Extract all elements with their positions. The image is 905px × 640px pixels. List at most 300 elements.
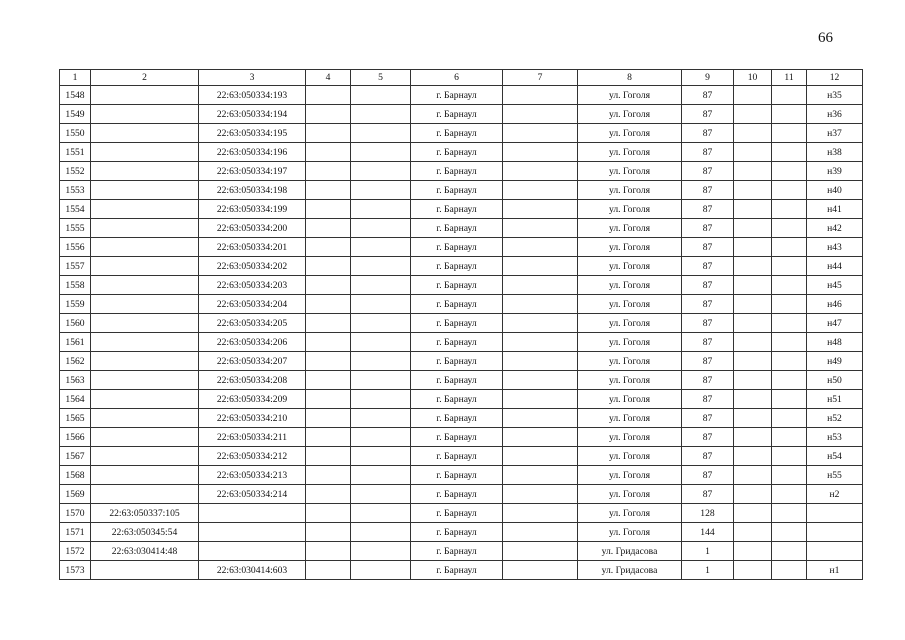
table-cell-col-7	[503, 561, 578, 580]
table-row	[60, 466, 863, 485]
table-cell-col-10	[734, 352, 772, 371]
table-cell-col-3: 22:63:050334:211	[199, 428, 306, 447]
table-cell-col-8: ул. Гоголя	[578, 523, 682, 542]
table-cell-col-12: н36	[807, 105, 863, 124]
table-cell-col-7	[503, 523, 578, 542]
table-cell-col-9: 87	[682, 390, 734, 409]
table-cell-col-12: н2	[807, 485, 863, 504]
table-cell-col-8: ул. Гоголя	[578, 181, 682, 200]
table-cell-col-9: 87	[682, 105, 734, 124]
table-cell-col-5	[351, 276, 411, 295]
table-cell-col-3: 22:63:050334:212	[199, 447, 306, 466]
table-cell-col-4	[306, 200, 351, 219]
column-header-12: 12	[807, 70, 863, 86]
table-cell-col-10	[734, 219, 772, 238]
table-cell-col-6: г. Барнаул	[411, 485, 503, 504]
column-header-11: 11	[772, 70, 807, 86]
table-cell-col-8: ул. Гоголя	[578, 466, 682, 485]
table-cell-col-10	[734, 447, 772, 466]
table-cell-col-5	[351, 238, 411, 257]
table-cell-col-6: г. Барнаул	[411, 162, 503, 181]
table-cell-col-6: г. Барнаул	[411, 238, 503, 257]
table-cell-col-5	[351, 409, 411, 428]
table-cell-col-8: ул. Гоголя	[578, 143, 682, 162]
table-cell-col-6: г. Барнаул	[411, 124, 503, 143]
table-cell-col-4	[306, 390, 351, 409]
table-cell-col-10	[734, 314, 772, 333]
table-row	[60, 124, 863, 143]
table-cell-col-10	[734, 428, 772, 447]
table-cell-col-5	[351, 143, 411, 162]
table-cell-col-9: 87	[682, 257, 734, 276]
table-cell-col-4	[306, 428, 351, 447]
table-cell-col-6: г. Барнаул	[411, 181, 503, 200]
table-cell-col-1: 1570	[60, 504, 91, 523]
table-cell-col-12: н37	[807, 124, 863, 143]
table-cell-col-11	[772, 390, 807, 409]
table-cell-col-8: ул. Гоголя	[578, 238, 682, 257]
table-cell-col-7	[503, 314, 578, 333]
table-cell-col-10	[734, 333, 772, 352]
table-cell-col-3: 22:63:050334:198	[199, 181, 306, 200]
table-cell-col-10	[734, 181, 772, 200]
table-cell-col-11	[772, 181, 807, 200]
table-cell-col-9: 87	[682, 352, 734, 371]
table-cell-col-2: 22:63:030414:48	[91, 542, 199, 561]
table-cell-col-12: н43	[807, 238, 863, 257]
table-cell-col-4	[306, 371, 351, 390]
table-cell-col-3: 22:63:050334:201	[199, 238, 306, 257]
table-cell-col-7	[503, 219, 578, 238]
table-cell-col-4	[306, 238, 351, 257]
table-cell-col-12: н42	[807, 219, 863, 238]
table-cell-col-1: 1560	[60, 314, 91, 333]
table-cell-col-5	[351, 504, 411, 523]
table-cell-col-2	[91, 238, 199, 257]
table-cell-col-3: 22:63:030414:603	[199, 561, 306, 580]
table-cell-col-10	[734, 409, 772, 428]
table-cell-col-2	[91, 295, 199, 314]
column-header-3: 3	[199, 70, 306, 86]
table-cell-col-9: 87	[682, 181, 734, 200]
table-cell-col-1: 1553	[60, 181, 91, 200]
table-row	[60, 295, 863, 314]
table-cell-col-7	[503, 409, 578, 428]
table-cell-col-7	[503, 86, 578, 105]
table-cell-col-7	[503, 295, 578, 314]
table-cell-col-7	[503, 466, 578, 485]
table-cell-col-3: 22:63:050334:206	[199, 333, 306, 352]
table-cell-col-8: ул. Гридасова	[578, 561, 682, 580]
table-cell-col-7	[503, 504, 578, 523]
table-cell-col-8: ул. Гридасова	[578, 542, 682, 561]
table-cell-col-11	[772, 86, 807, 105]
table-cell-col-11	[772, 105, 807, 124]
table-cell-col-2	[91, 371, 199, 390]
table-cell-col-5	[351, 390, 411, 409]
table-cell-col-10	[734, 200, 772, 219]
table-cell-col-4	[306, 409, 351, 428]
table-cell-col-6: г. Барнаул	[411, 371, 503, 390]
table-cell-col-1: 1563	[60, 371, 91, 390]
table-cell-col-2	[91, 409, 199, 428]
table-cell-col-9: 87	[682, 276, 734, 295]
table-cell-col-3: 22:63:050334:197	[199, 162, 306, 181]
table-cell-col-10	[734, 257, 772, 276]
table-cell-col-3: 22:63:050334:207	[199, 352, 306, 371]
table-row	[60, 162, 863, 181]
table-row	[60, 561, 863, 580]
table-cell-col-12: н48	[807, 333, 863, 352]
registry-table	[59, 69, 863, 580]
table-cell-col-8: ул. Гоголя	[578, 371, 682, 390]
table-cell-col-2	[91, 314, 199, 333]
table-cell-col-10	[734, 162, 772, 181]
table-cell-col-11	[772, 371, 807, 390]
table-cell-col-9: 1	[682, 542, 734, 561]
table-cell-col-2	[91, 428, 199, 447]
table-cell-col-11	[772, 124, 807, 143]
table-row	[60, 238, 863, 257]
table-row	[60, 86, 863, 105]
table-cell-col-6: г. Барнаул	[411, 561, 503, 580]
table-cell-col-8: ул. Гоголя	[578, 409, 682, 428]
table-cell-col-1: 1566	[60, 428, 91, 447]
table-cell-col-11	[772, 542, 807, 561]
table-cell-col-11	[772, 276, 807, 295]
table-cell-col-4	[306, 466, 351, 485]
table-cell-col-4	[306, 504, 351, 523]
table-cell-col-4	[306, 352, 351, 371]
table-cell-col-12: н35	[807, 86, 863, 105]
table-cell-col-9: 1	[682, 561, 734, 580]
table-cell-col-7	[503, 143, 578, 162]
table-row	[60, 409, 863, 428]
table-cell-col-9: 87	[682, 162, 734, 181]
table-cell-col-12: н51	[807, 390, 863, 409]
table-cell-col-6: г. Барнаул	[411, 523, 503, 542]
table-cell-col-11	[772, 314, 807, 333]
table-cell-col-6: г. Барнаул	[411, 428, 503, 447]
table-cell-col-11	[772, 200, 807, 219]
table-cell-col-4	[306, 276, 351, 295]
table-cell-col-2	[91, 561, 199, 580]
table-cell-col-1: 1558	[60, 276, 91, 295]
table-cell-col-12: н40	[807, 181, 863, 200]
table-cell-col-8: ул. Гоголя	[578, 428, 682, 447]
table-row	[60, 428, 863, 447]
table-cell-col-12	[807, 523, 863, 542]
table-cell-col-3: 22:63:050334:196	[199, 143, 306, 162]
table-cell-col-12: н39	[807, 162, 863, 181]
table-cell-col-10	[734, 86, 772, 105]
table-cell-col-5	[351, 181, 411, 200]
table-cell-col-4	[306, 162, 351, 181]
table-cell-col-7	[503, 352, 578, 371]
table-cell-col-9: 87	[682, 86, 734, 105]
table-cell-col-6: г. Барнаул	[411, 105, 503, 124]
table-cell-col-12: н53	[807, 428, 863, 447]
table-cell-col-7	[503, 200, 578, 219]
table-cell-col-8: ул. Гоголя	[578, 447, 682, 466]
table-cell-col-2	[91, 447, 199, 466]
table-cell-col-12: н46	[807, 295, 863, 314]
table-cell-col-5	[351, 105, 411, 124]
table-cell-col-11	[772, 466, 807, 485]
table-cell-col-11	[772, 162, 807, 181]
table-cell-col-10	[734, 105, 772, 124]
table-cell-col-2	[91, 181, 199, 200]
table-cell-col-3: 22:63:050334:199	[199, 200, 306, 219]
column-header-6: 6	[411, 70, 503, 86]
table-cell-col-5	[351, 485, 411, 504]
table-cell-col-5	[351, 86, 411, 105]
table-cell-col-3: 22:63:050334:213	[199, 466, 306, 485]
table-cell-col-6: г. Барнаул	[411, 466, 503, 485]
table-row	[60, 390, 863, 409]
table-cell-col-10	[734, 466, 772, 485]
table-cell-col-6: г. Барнаул	[411, 143, 503, 162]
table-header	[60, 70, 863, 86]
table-body	[60, 86, 863, 580]
table-cell-col-2	[91, 390, 199, 409]
table-cell-col-4	[306, 542, 351, 561]
table-cell-col-8: ул. Гоголя	[578, 352, 682, 371]
table-cell-col-2	[91, 143, 199, 162]
table-cell-col-5	[351, 314, 411, 333]
table-cell-col-9: 87	[682, 409, 734, 428]
table-cell-col-6: г. Барнаул	[411, 542, 503, 561]
table-cell-col-1: 1557	[60, 257, 91, 276]
table-cell-col-2	[91, 352, 199, 371]
table-cell-col-8: ул. Гоголя	[578, 105, 682, 124]
table-cell-col-9: 87	[682, 238, 734, 257]
table-cell-col-1: 1548	[60, 86, 91, 105]
table-cell-col-4	[306, 314, 351, 333]
table-cell-col-7	[503, 276, 578, 295]
column-header-7: 7	[503, 70, 578, 86]
table-cell-col-12: н54	[807, 447, 863, 466]
table-cell-col-3: 22:63:050334:202	[199, 257, 306, 276]
table-cell-col-12: н38	[807, 143, 863, 162]
table-cell-col-6: г. Барнаул	[411, 257, 503, 276]
table-cell-col-3: 22:63:050334:200	[199, 219, 306, 238]
table-cell-col-8: ул. Гоголя	[578, 219, 682, 238]
table-cell-col-7	[503, 181, 578, 200]
table-cell-col-8: ул. Гоголя	[578, 390, 682, 409]
table-cell-col-4	[306, 295, 351, 314]
table-cell-col-2: 22:63:050345:54	[91, 523, 199, 542]
table-cell-col-8: ул. Гоголя	[578, 162, 682, 181]
column-header-8: 8	[578, 70, 682, 86]
table-cell-col-1: 1556	[60, 238, 91, 257]
table-cell-col-2	[91, 485, 199, 504]
table-cell-col-3	[199, 523, 306, 542]
table-cell-col-4	[306, 181, 351, 200]
table-cell-col-8: ул. Гоголя	[578, 504, 682, 523]
table-cell-col-1: 1567	[60, 447, 91, 466]
column-header-2: 2	[91, 70, 199, 86]
table-cell-col-4	[306, 86, 351, 105]
table-cell-col-2	[91, 200, 199, 219]
table-cell-col-4	[306, 333, 351, 352]
column-header-1: 1	[60, 70, 91, 86]
table-cell-col-11	[772, 143, 807, 162]
table-row	[60, 352, 863, 371]
table-cell-col-8: ул. Гоголя	[578, 276, 682, 295]
table-cell-col-9: 87	[682, 219, 734, 238]
table-row	[60, 371, 863, 390]
table-cell-col-9: 87	[682, 447, 734, 466]
table-cell-col-1: 1564	[60, 390, 91, 409]
table-cell-col-1: 1549	[60, 105, 91, 124]
table-cell-col-9: 87	[682, 428, 734, 447]
table-cell-col-5	[351, 561, 411, 580]
table-cell-col-6: г. Барнаул	[411, 200, 503, 219]
table-cell-col-11	[772, 257, 807, 276]
table-cell-col-2	[91, 219, 199, 238]
table-cell-col-11	[772, 219, 807, 238]
table-cell-col-3: 22:63:050334:214	[199, 485, 306, 504]
table-cell-col-6: г. Барнаул	[411, 409, 503, 428]
table-cell-col-3: 22:63:050334:204	[199, 295, 306, 314]
table-cell-col-8: ул. Гоголя	[578, 295, 682, 314]
table-cell-col-6: г. Барнаул	[411, 333, 503, 352]
table-cell-col-3: 22:63:050334:195	[199, 124, 306, 143]
table-cell-col-10	[734, 504, 772, 523]
table-cell-col-5	[351, 466, 411, 485]
table-cell-col-6: г. Барнаул	[411, 390, 503, 409]
table-cell-col-4	[306, 105, 351, 124]
table-cell-col-8: ул. Гоголя	[578, 200, 682, 219]
table-cell-col-11	[772, 295, 807, 314]
table-cell-col-5	[351, 162, 411, 181]
table-cell-col-7	[503, 447, 578, 466]
table-cell-col-3: 22:63:050334:210	[199, 409, 306, 428]
table-cell-col-4	[306, 447, 351, 466]
header-row	[60, 70, 863, 86]
table-row	[60, 276, 863, 295]
table-cell-col-10	[734, 542, 772, 561]
table-cell-col-9: 87	[682, 466, 734, 485]
table-cell-col-2	[91, 333, 199, 352]
table-cell-col-11	[772, 485, 807, 504]
table-row	[60, 447, 863, 466]
table-cell-col-7	[503, 542, 578, 561]
table-row	[60, 219, 863, 238]
table-cell-col-3: 22:63:050334:193	[199, 86, 306, 105]
table-row	[60, 485, 863, 504]
table-cell-col-4	[306, 523, 351, 542]
table-cell-col-8: ул. Гоголя	[578, 333, 682, 352]
table-cell-col-1: 1569	[60, 485, 91, 504]
table-cell-col-9: 87	[682, 371, 734, 390]
table-cell-col-2	[91, 276, 199, 295]
table-cell-col-9: 87	[682, 295, 734, 314]
table-cell-col-2	[91, 86, 199, 105]
table-cell-col-3: 22:63:050334:203	[199, 276, 306, 295]
table-row	[60, 523, 863, 542]
table-cell-col-1: 1559	[60, 295, 91, 314]
table-cell-col-5	[351, 523, 411, 542]
table-cell-col-5	[351, 333, 411, 352]
table-cell-col-7	[503, 257, 578, 276]
table-cell-col-5	[351, 219, 411, 238]
table-cell-col-2	[91, 162, 199, 181]
table-cell-col-12	[807, 542, 863, 561]
table-cell-col-12: н45	[807, 276, 863, 295]
table-cell-col-12: н1	[807, 561, 863, 580]
table-cell-col-5	[351, 124, 411, 143]
table-cell-col-12: н49	[807, 352, 863, 371]
table-cell-col-7	[503, 124, 578, 143]
table-cell-col-12: н44	[807, 257, 863, 276]
table-cell-col-9: 87	[682, 314, 734, 333]
table-cell-col-11	[772, 504, 807, 523]
table-cell-col-11	[772, 238, 807, 257]
table-cell-col-9: 87	[682, 124, 734, 143]
table-cell-col-9: 87	[682, 485, 734, 504]
table-cell-col-1: 1565	[60, 409, 91, 428]
table-cell-col-9: 144	[682, 523, 734, 542]
table-cell-col-12: н47	[807, 314, 863, 333]
table-cell-col-11	[772, 523, 807, 542]
table-cell-col-7	[503, 485, 578, 504]
table-cell-col-1: 1561	[60, 333, 91, 352]
table-cell-col-12: н52	[807, 409, 863, 428]
table-cell-col-11	[772, 352, 807, 371]
table-cell-col-1: 1572	[60, 542, 91, 561]
table-cell-col-4	[306, 257, 351, 276]
table-cell-col-10	[734, 371, 772, 390]
table-cell-col-2	[91, 257, 199, 276]
table-row	[60, 314, 863, 333]
table-cell-col-6: г. Барнаул	[411, 314, 503, 333]
table-cell-col-9: 87	[682, 143, 734, 162]
table-cell-col-5	[351, 200, 411, 219]
table-cell-col-5	[351, 542, 411, 561]
table-cell-col-11	[772, 428, 807, 447]
table-cell-col-10	[734, 561, 772, 580]
column-header-4: 4	[306, 70, 351, 86]
table-row	[60, 105, 863, 124]
table-cell-col-2	[91, 124, 199, 143]
table-cell-col-6: г. Барнаул	[411, 504, 503, 523]
table-cell-col-11	[772, 561, 807, 580]
table-cell-col-10	[734, 124, 772, 143]
table-cell-col-3: 22:63:050334:208	[199, 371, 306, 390]
table-cell-col-10	[734, 238, 772, 257]
table-cell-col-12: н41	[807, 200, 863, 219]
table-cell-col-7	[503, 333, 578, 352]
table-cell-col-6: г. Барнаул	[411, 352, 503, 371]
table-cell-col-12: н50	[807, 371, 863, 390]
table-cell-col-7	[503, 105, 578, 124]
table-cell-col-4	[306, 124, 351, 143]
table-cell-col-10	[734, 295, 772, 314]
table-cell-col-6: г. Барнаул	[411, 276, 503, 295]
table-cell-col-11	[772, 333, 807, 352]
table-cell-col-5	[351, 447, 411, 466]
table-cell-col-5	[351, 428, 411, 447]
table-cell-col-7	[503, 428, 578, 447]
table-cell-col-5	[351, 352, 411, 371]
table-cell-col-5	[351, 371, 411, 390]
table-cell-col-3	[199, 542, 306, 561]
table-cell-col-12	[807, 504, 863, 523]
table-row	[60, 257, 863, 276]
table-cell-col-3	[199, 504, 306, 523]
